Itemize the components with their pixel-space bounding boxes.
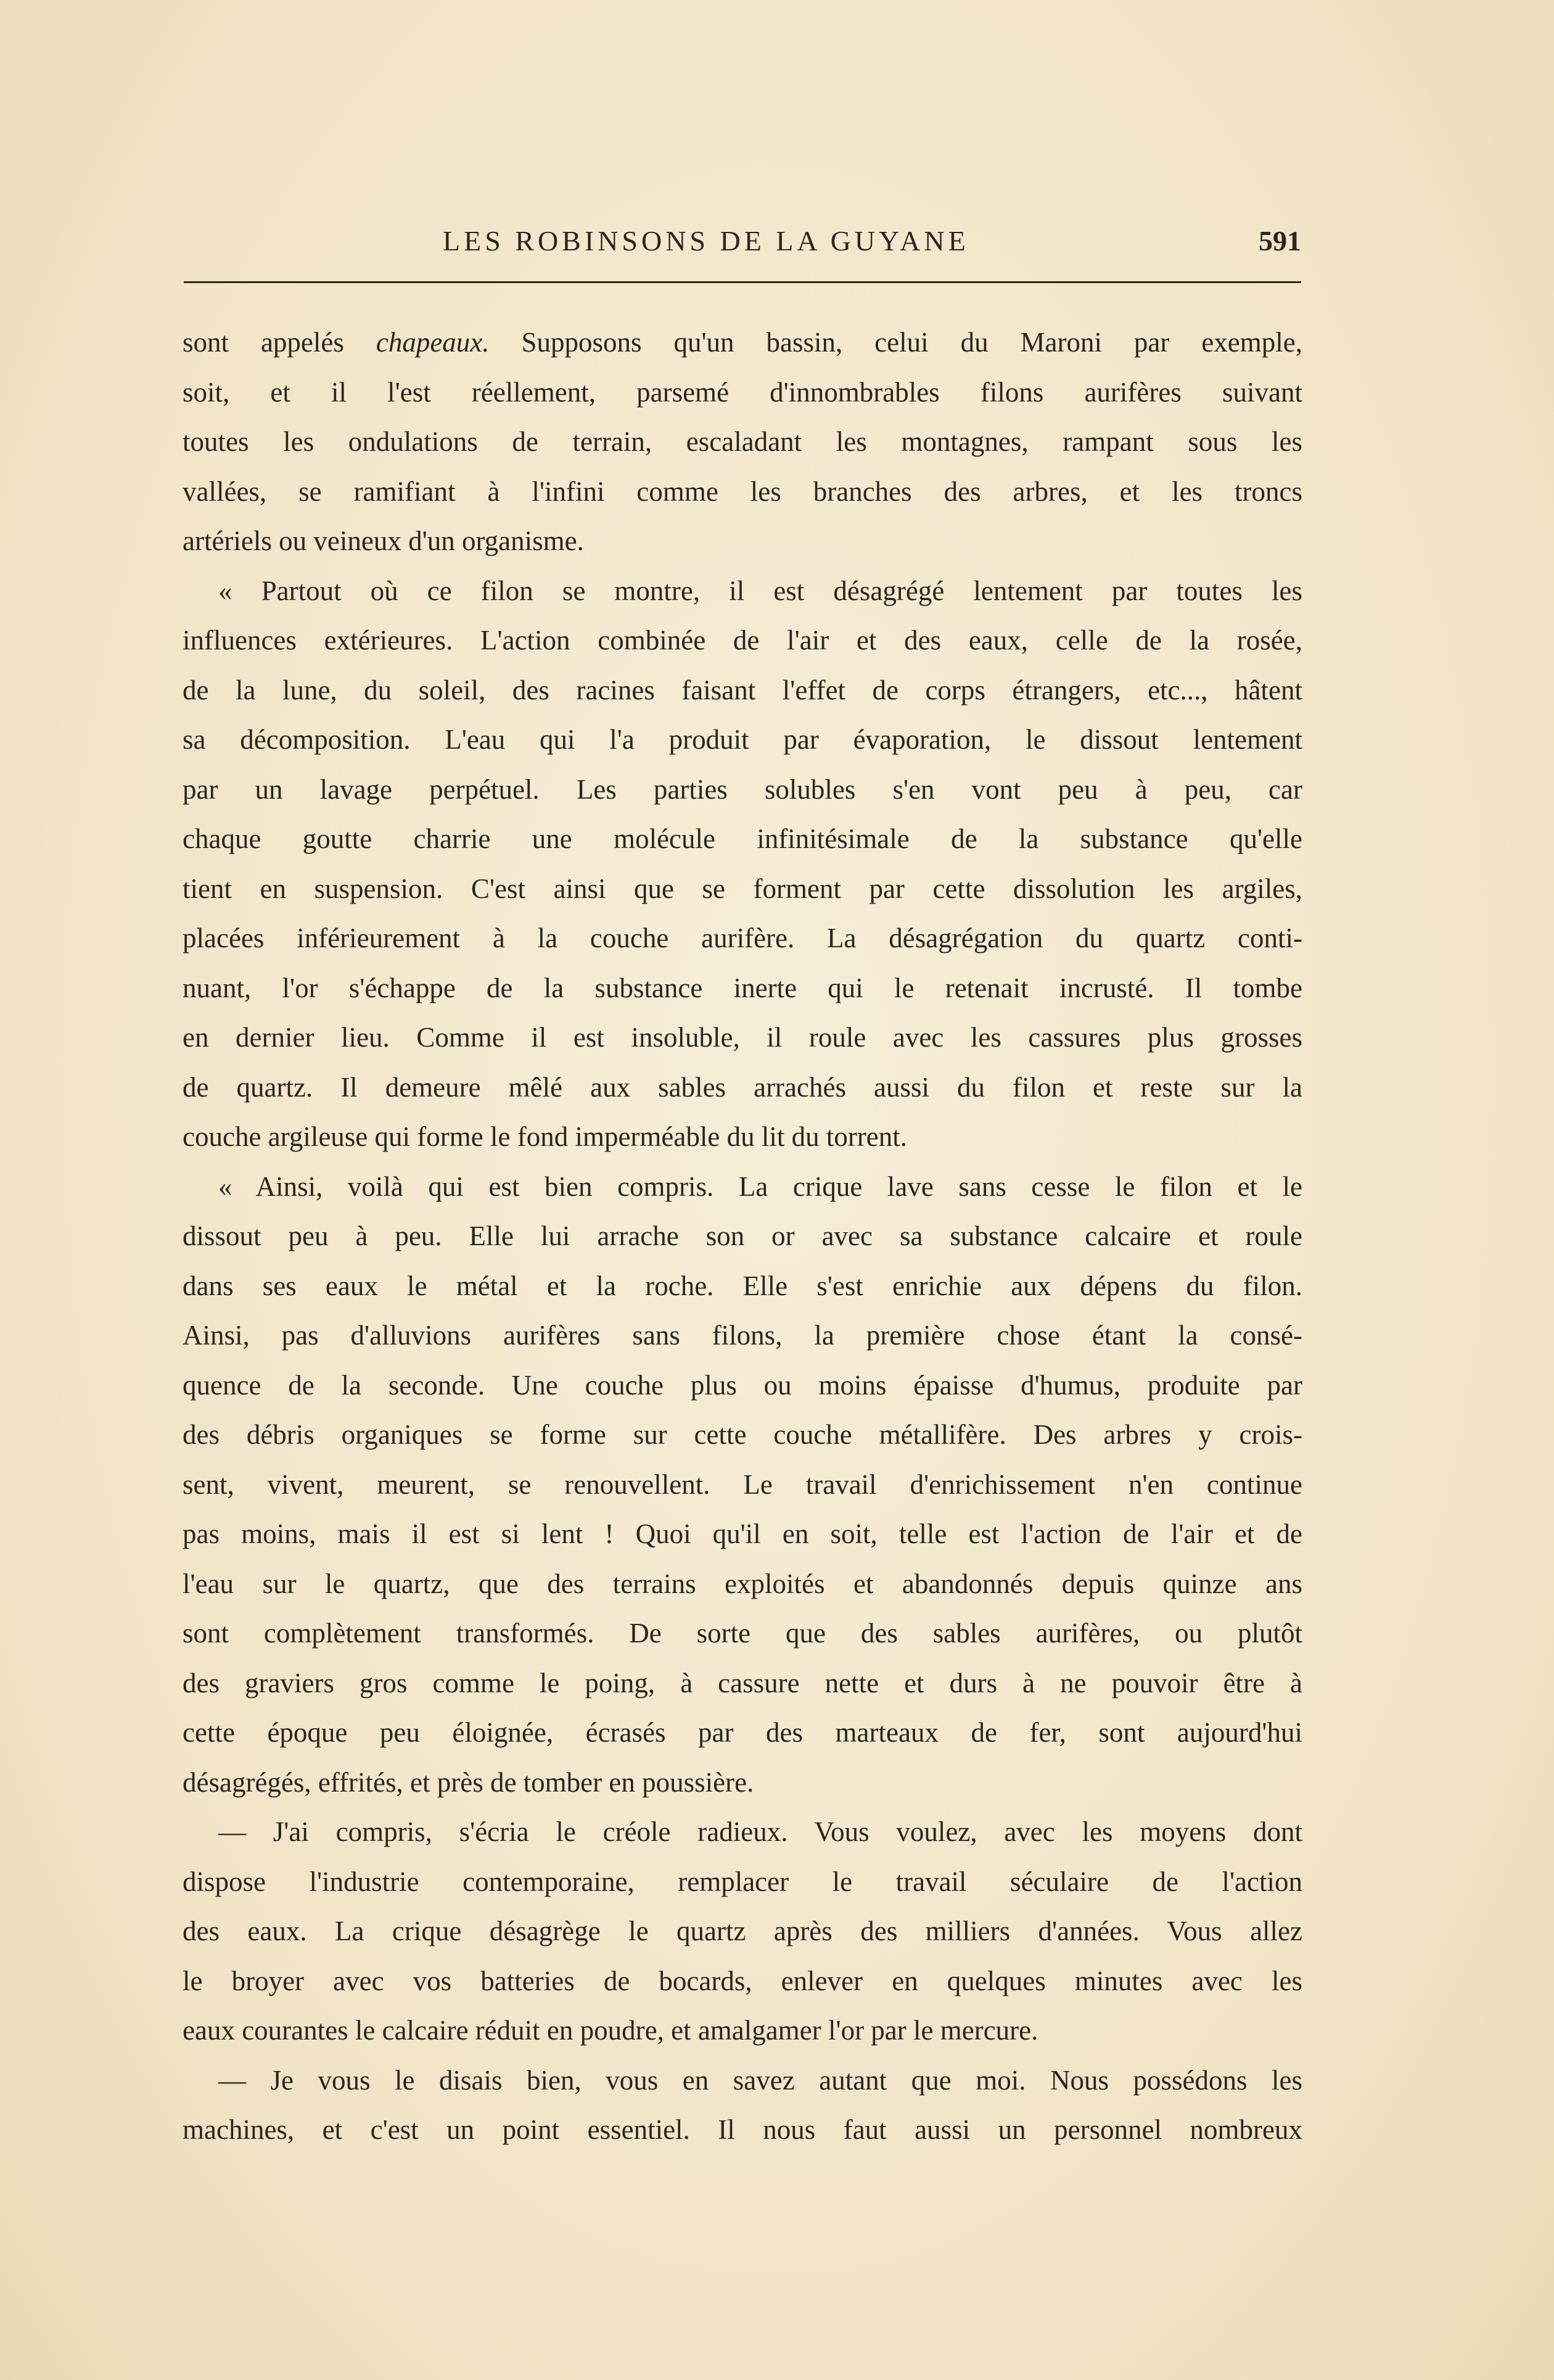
text-line: sont complètement transformés. De sorte que des sables aurifères, ou plutôt: [183, 1618, 1302, 1649]
text-line: dispose l'industrie contemporaine, remplacer le travail séculaire de l'action: [183, 1866, 1302, 1897]
text-line: le broyer avec vos batteries de bocards, enlever en quelques minutes avec les: [183, 1965, 1302, 1996]
text-line: artériels ou veineux d'un organisme.: [183, 525, 584, 556]
text-line: nuant, l'or s'échappe de la substance inerte qui le retenait incrusté. Il tombe: [183, 972, 1302, 1003]
text-line: pas moins, mais il est si lent ! Quoi qu'il en soit, telle est l'action de l'air et de: [183, 1518, 1302, 1549]
text-line: influences extérieures. L'action combinée de l'air et des eaux, celle de la rosée,: [183, 625, 1302, 656]
header-rule: [184, 281, 1301, 283]
text-line: Ainsi, pas d'alluvions aurifères sans filons, la première chose étant la consé-: [183, 1320, 1302, 1351]
page-header: [184, 216, 1301, 265]
text-line: machines, et c'est un point essentiel. Il nous faut aussi un personnel nombreux: [183, 2114, 1302, 2145]
text-line: chaque goutte charrie une molécule infinitésimale de la substance qu'elle: [183, 823, 1302, 854]
text-line: quence de la seconde. Une couche plus ou moins épaisse d'humus, produite par: [183, 1369, 1302, 1401]
text-line: tient en suspension. C'est ainsi que se forment par cette dissolution les argiles,: [183, 873, 1302, 904]
text-line: de quartz. Il demeure mêlé aux sables arrachés aussi du filon et reste sur la: [183, 1071, 1302, 1103]
text-line: — J'ai compris, s'écria le créole radieux. Vous voulez, avec les moyens dont: [218, 1816, 1302, 1847]
text-line: des débris organiques se forme sur cette couche métallifère. Des arbres y crois-: [183, 1419, 1302, 1450]
text-line: placées inférieurement à la couche aurifère. La désagrégation du quartz conti-: [183, 923, 1302, 953]
text-line: « Partout où ce filon se montre, il est désagrégé lentement par toutes les: [218, 575, 1302, 606]
running-title: LES ROBINSONS DE LA GUYANE: [443, 225, 969, 257]
text-line: sent, vivent, meurent, se renouvellent. Le travail d'enrichissement n'en continue: [183, 1468, 1302, 1500]
text-line: dissout peu à peu. Elle lui arrache son or avec sa substance calcaire et roule: [183, 1221, 1302, 1251]
text-line: vallées, se ramifiant à l'infini comme les branches des arbres, et les troncs: [183, 476, 1302, 507]
text-line: désagrégés, effrités, et près de tomber en poussière.: [183, 1766, 754, 1798]
body-text: [183, 318, 1302, 2155]
text-line: soit, et il l'est réellement, parsemé d'innombrables filons aurifères suivant: [183, 376, 1302, 408]
text-line: par un lavage perpétuel. Les parties solubles s'en vont peu à peu, car: [183, 773, 1302, 805]
text-line: toutes les ondulations de terrain, escaladant les montagnes, rampant sous les: [183, 426, 1302, 457]
text-line: couche argileuse qui forme le fond imperméable du lit du torrent.: [183, 1121, 908, 1152]
text-line: eaux courantes le calcaire réduit en poudre, et amalgamer l'or par le mercure.: [183, 2015, 1038, 2046]
text-line: « Ainsi, voilà qui est bien compris. La crique lave sans cesse le filon et le: [218, 1171, 1302, 1202]
text-line: cette époque peu éloignée, écrasés par des marteaux de fer, sont aujourd'hui: [183, 1717, 1302, 1748]
text-line: l'eau sur le quartz, que des terrains exploités et abandonnés depuis quinze ans: [183, 1568, 1302, 1599]
text-line: de la lune, du soleil, des racines faisant l'effet de corps étrangers, etc..., hâtent: [183, 674, 1302, 706]
text-line: en dernier lieu. Comme il est insoluble, il roule avec les cassures plus grosses: [183, 1022, 1302, 1053]
text-line: des eaux. La crique désagrège le quartz après des milliers d'années. Vous allez: [183, 1916, 1302, 1946]
text-line: des graviers gros comme le poing, à cassure nette et durs à ne pouvoir être à: [183, 1667, 1302, 1699]
text-line: sont appelés chapeaux. Supposons qu'un bassin, celui du Maroni par exemple,: [183, 327, 1302, 358]
text-line: sa décomposition. L'eau qui l'a produit par évaporation, le dissout lentement: [183, 724, 1302, 755]
page-number: 591: [1259, 225, 1301, 257]
text-line: dans ses eaux le métal et la roche. Elle s'est enrichie aux dépens du filon.: [183, 1270, 1302, 1301]
text-line: — Je vous le disais bien, vous en savez autant que moi. Nous possédons les: [218, 2064, 1302, 2096]
